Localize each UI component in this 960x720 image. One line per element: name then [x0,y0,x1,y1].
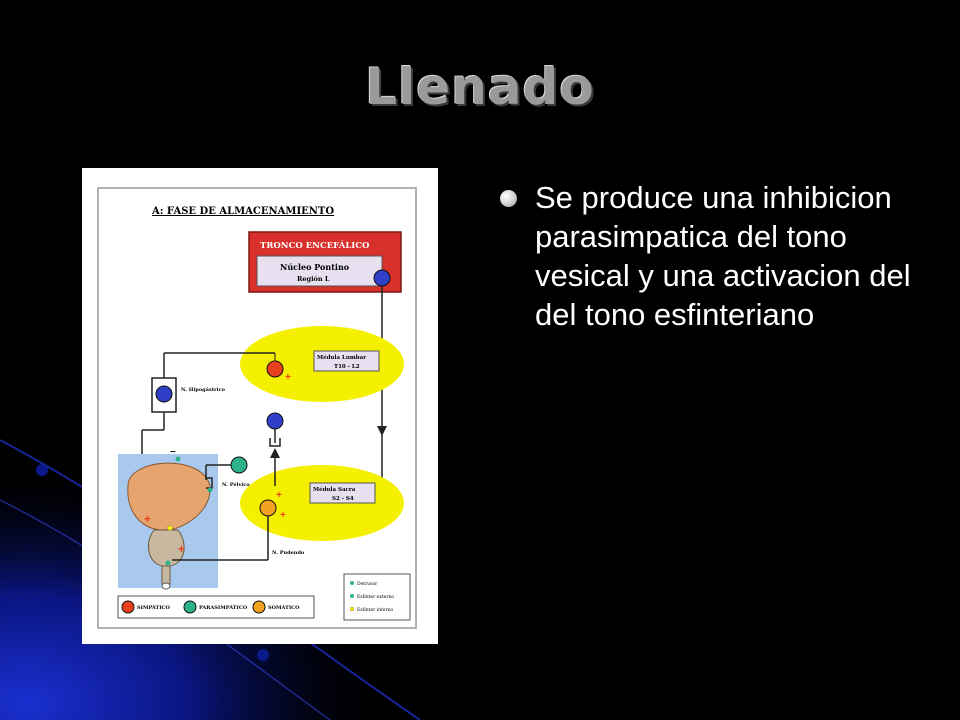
somatic-neuron [260,500,276,516]
bullet-text: Se produce una inhibicion parasimpatica del tono vesical y una activacion del del tono esfinteriano [535,180,911,332]
legend-parasympathetic: PARASIMPÁTICO [199,605,248,611]
legend-small-external: Esfínter externo [357,595,395,600]
sacral-cord-label: Médula Sacra [313,487,356,493]
lumbar-cord-label: Médula Lumbar [317,355,366,361]
svg-text:+: + [144,512,152,526]
lumbar-level: T10 - L2 [334,364,360,370]
pontine-neuron [374,270,390,286]
slide-title: Llenado [365,58,595,116]
bladder-storage-diagram [82,168,438,644]
sacral-level: S2 - S4 [332,496,354,502]
legend-somatic: SOMÁTICO [268,605,300,611]
brainstem-region: Región L [297,275,330,283]
svg-text:+: + [285,372,291,383]
svg-text:−: − [170,447,176,458]
diagram-heading: A: FASE DE ALMACENAMIENTO [152,206,335,217]
legend-parasympathetic-icon [184,601,196,613]
legend-sympathetic-icon [122,601,134,613]
bullet-item [497,178,917,334]
brainstem-title: TRONCO ENCEFÁLICO [260,241,370,251]
brainstem-nucleus: Núcleo Pontino [280,262,350,272]
pudendal-label: N. Pudendo [272,550,305,556]
legend-small-detrusor: Detrusor [357,582,378,587]
legend-somatic-icon [253,601,265,613]
svg-text:+: + [178,542,186,556]
legend-sympathetic: SIMPÁTICO [137,605,170,611]
inhibitory-interneuron [267,413,283,429]
diagram-svg [82,168,438,644]
legend-small-internal: Esfínter interno [357,608,394,613]
sympathetic-neuron [267,361,283,377]
svg-text:+: + [280,510,286,521]
hypogastric-ganglion [156,386,172,402]
svg-text:+: + [276,490,282,501]
parasympathetic-neuron [231,457,247,473]
hypogastric-label: N. Hipogástrico [181,387,225,393]
pelvic-label: N. Pélvico [222,482,250,488]
bullet-list [497,178,917,334]
bullet-dot-icon [500,190,517,207]
